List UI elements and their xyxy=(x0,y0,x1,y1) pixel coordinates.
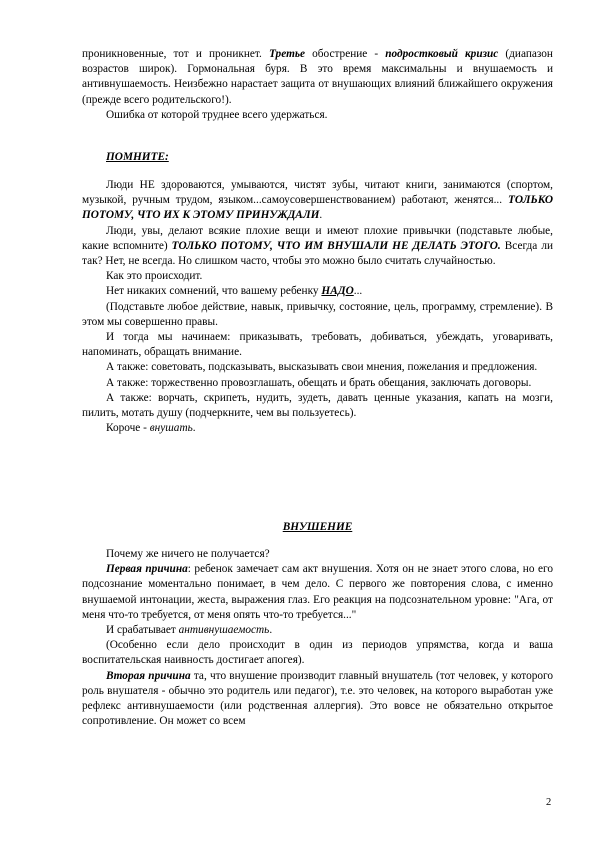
paragraph: А также: торжественно провозглашать, обещать и брать обещания, заключать договоры. xyxy=(106,376,532,389)
heading-remember: ПОМНИТЕ: xyxy=(106,151,169,163)
emphasis-third: Третье xyxy=(268,48,306,60)
paragraph: А также: ворчать, скрипеть, нудить, зудеть, давать ценные указания, капать на мозги, пилить, мотать душу (подчеркните, чем вы пользуетесь). xyxy=(82,391,553,420)
paragraph xyxy=(82,562,553,623)
text-segment: проникновенные, тот и проникнет. xyxy=(82,48,262,60)
emphasis-antisuggestibility: антивнушаемость xyxy=(178,624,270,637)
paragraph: И тогда мы начинаем: приказывать, требовать, добиваться, убеждать, уговаривать, напоминать, обращать внимание. xyxy=(82,331,553,359)
text-segment: Короче - xyxy=(106,422,147,435)
text-segment: Люди НЕ здороваются, умываются, чистят зубы, читают книги, занимаются (спортом, музыкой, ручным трудом, языком...самоусовершенствованием) работают, женятся... xyxy=(82,179,553,207)
paragraph xyxy=(82,178,553,224)
text-segment: Люди, увы, делают всякие плохие вещи и имеют плохие привычки (подставьте любые, какие вспомните) xyxy=(82,224,553,252)
emphasis-teen-crisis: подростковый кризис xyxy=(385,48,499,60)
text-segment: . xyxy=(192,422,196,435)
text-segment: ... xyxy=(353,285,363,298)
text-segment: Нет никаких сомнений, что вашему ребенку xyxy=(106,285,319,298)
paragraph xyxy=(82,224,553,270)
paragraph: (Подставьте любое действие, навык, привычку, состояние, цель, программу, стремление). В этом мы совершенно правы. xyxy=(82,300,553,328)
paragraph: (Особенно если дело происходит в один из периодов упрямства, когда и ваша воспитательская наивность достигает апогея). xyxy=(82,639,553,667)
emphasis-first-reason: Первая причина xyxy=(106,563,188,576)
text-segment: : ребенок замечает сам акт внушения. Хотя он не знает этого слова, но его подсознание моментально понимает, в чем дело. С первого же повторения слова, с именно внушаемой интонации, жеста, выражения глаз. Его реакция на подсознательном уровне: "Ага, от меня что-то требуется, от меня опять что-то требуется..." xyxy=(82,563,554,621)
heading-suggestion: ВНУШЕНИЕ xyxy=(282,521,353,533)
emphasis-suggest: внушать xyxy=(149,422,193,435)
paragraph xyxy=(82,669,553,730)
text-segment: Всегда ли так? Нет, не всегда. Но слишком часто, чтобы это можно было считать случайностью. xyxy=(82,239,553,268)
emphasis-second-reason: Вторая причина xyxy=(106,669,191,682)
text-column-bottom xyxy=(82,547,553,729)
paragraph: А также: советовать, подсказывать, высказывать свои мнения, пожелания и предложения. xyxy=(106,361,538,374)
heading-suggestion-block xyxy=(82,520,553,535)
text-column-top xyxy=(82,47,553,123)
text-segment: . xyxy=(269,624,273,637)
text-segment: . xyxy=(319,209,323,222)
paragraph-continuation xyxy=(82,47,553,108)
emphasis-caps: ТОЛЬКО ПОТОМУ, ЧТО ИХ К ЭТОМУ ПРИНУЖДАЛИ xyxy=(82,194,553,222)
text-segment: И срабатывает xyxy=(106,624,176,637)
text-column-middle xyxy=(82,178,553,436)
text-segment: та, что внушение производит главный внушатель (тот человек, у которого роль внушателя - обычно это родитель или педагог), т.е. это человек, на которого выработан уже рефлекс антивнушаемости (или родственная аллергия). Это вовсе не обязательно открытое сопротивление. Он может со всем xyxy=(82,669,554,728)
paragraph: Почему же ничего не получается? xyxy=(106,548,270,560)
emphasis-need: НАДО xyxy=(321,285,354,298)
text-segment: обострение - xyxy=(312,48,379,60)
paragraph xyxy=(82,284,553,299)
paragraph xyxy=(82,421,553,436)
paragraph: Ошибка от которой труднее всего удержаться. xyxy=(106,108,328,121)
paragraph: Как это происходит. xyxy=(106,270,203,283)
heading-remember-block xyxy=(82,150,553,165)
page-number: 2 xyxy=(546,797,552,808)
emphasis-caps: ТОЛЬКО ПОТОМУ, ЧТО ИМ ВНУШАЛИ НЕ ДЕЛАТЬ ЭТОГО. xyxy=(171,239,501,252)
text-segment: (диапазон возрастов широк). Гормональная буря. В это время максимальны и внушаемость и антивнушаемость. Неизбежно нарастает защита от внушающих влияний ближайшего окружения (прежде всего родительского!). xyxy=(82,48,553,106)
paragraph xyxy=(82,623,553,638)
